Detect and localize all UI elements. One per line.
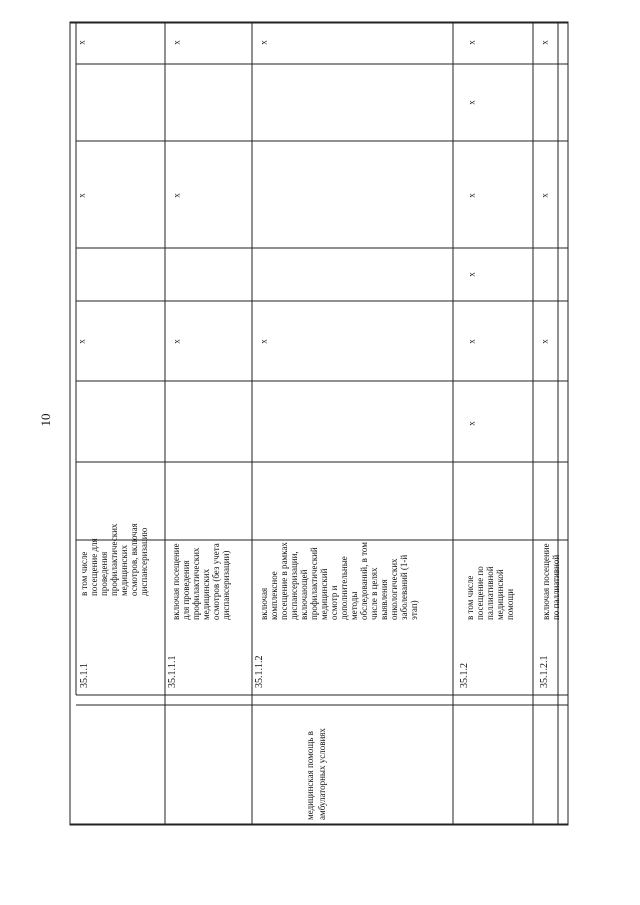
row-desc-line: посещение для	[89, 538, 99, 596]
row-desc-line: включая посещение	[171, 543, 181, 620]
row-code: 35.1.2.1	[539, 655, 550, 688]
row-desc-line: комплексное	[269, 571, 279, 620]
row-desc-line: этап)	[409, 600, 419, 620]
row-desc-line: диспансеризацию	[139, 527, 149, 596]
row-mark: x	[258, 40, 269, 45]
row-mark: x	[171, 40, 182, 45]
row-mark: x	[466, 272, 477, 277]
row-desc-line: профилактический	[309, 547, 319, 620]
row-desc-line: медицинской	[495, 569, 505, 620]
row-desc-line: числе в целях	[369, 567, 379, 620]
row-mark: x	[76, 339, 87, 344]
row-desc-line: диспансеризации,	[289, 551, 299, 620]
row-desc-line: обследований, в том	[359, 542, 369, 620]
row-desc-line: онкологических	[389, 558, 399, 620]
row-mark: x	[466, 100, 477, 105]
row-mark: x	[171, 339, 182, 344]
row-desc-line: осмотров, включая	[129, 523, 139, 596]
row-desc-line: по паллиативной	[551, 554, 561, 620]
row-desc-line: медицинских	[201, 568, 211, 620]
row-mark: x	[539, 193, 550, 198]
row-desc-line: для проведения	[181, 560, 191, 620]
page-number: 10	[38, 413, 53, 427]
row-desc-line: профилактических	[191, 547, 201, 620]
row-desc-line: помощи	[505, 588, 515, 620]
row-desc-line: в том числе	[79, 551, 89, 596]
row-desc-line: медицинских	[119, 544, 129, 596]
row-desc-line: осмотров (без учета	[211, 543, 221, 620]
row-mark: x	[466, 40, 477, 45]
row-mark: x	[466, 421, 477, 426]
row-desc-line: заболеваний (1-й	[399, 554, 409, 620]
row-desc-line: дополнительные	[339, 556, 349, 620]
section-label-line-1: медицинская помощь в	[305, 731, 315, 820]
row-desc-line: методы	[349, 591, 359, 620]
row-desc-line: включающей	[299, 569, 309, 620]
row-desc-line: посещение по	[475, 566, 485, 620]
row-desc-line: включая	[259, 587, 269, 620]
row-desc-line: посещение в рамках	[279, 542, 289, 620]
row-desc-line: диспансеризации)	[221, 550, 231, 620]
row-desc-line: осмотр и	[329, 585, 339, 620]
row-code: 35.1.2	[459, 663, 470, 688]
row-code: 35.1.1.1	[167, 655, 178, 688]
row-code: 35.1.1	[79, 663, 90, 688]
row-desc-line: медицинский	[319, 568, 329, 620]
row-mark: x	[466, 193, 477, 198]
section-label-line-2: амбулаторных условиях	[317, 728, 327, 820]
row-mark: x	[539, 339, 550, 344]
row-desc-line: профилактических	[109, 523, 119, 596]
row-mark: x	[258, 339, 269, 344]
row-mark: x	[466, 339, 477, 344]
row-desc-line: паллиативной	[485, 566, 495, 620]
row-mark: x	[76, 193, 87, 198]
row-mark: x	[76, 40, 87, 45]
row-code: 35.1.1.2	[254, 655, 265, 688]
row-desc-line: выявления	[379, 579, 389, 620]
row-mark: x	[171, 193, 182, 198]
row-desc-line: в том числе	[465, 575, 475, 620]
row-desc-line: включая посещение	[541, 543, 551, 620]
row-desc-line: проведения	[99, 551, 109, 596]
row-mark: x	[539, 40, 550, 45]
